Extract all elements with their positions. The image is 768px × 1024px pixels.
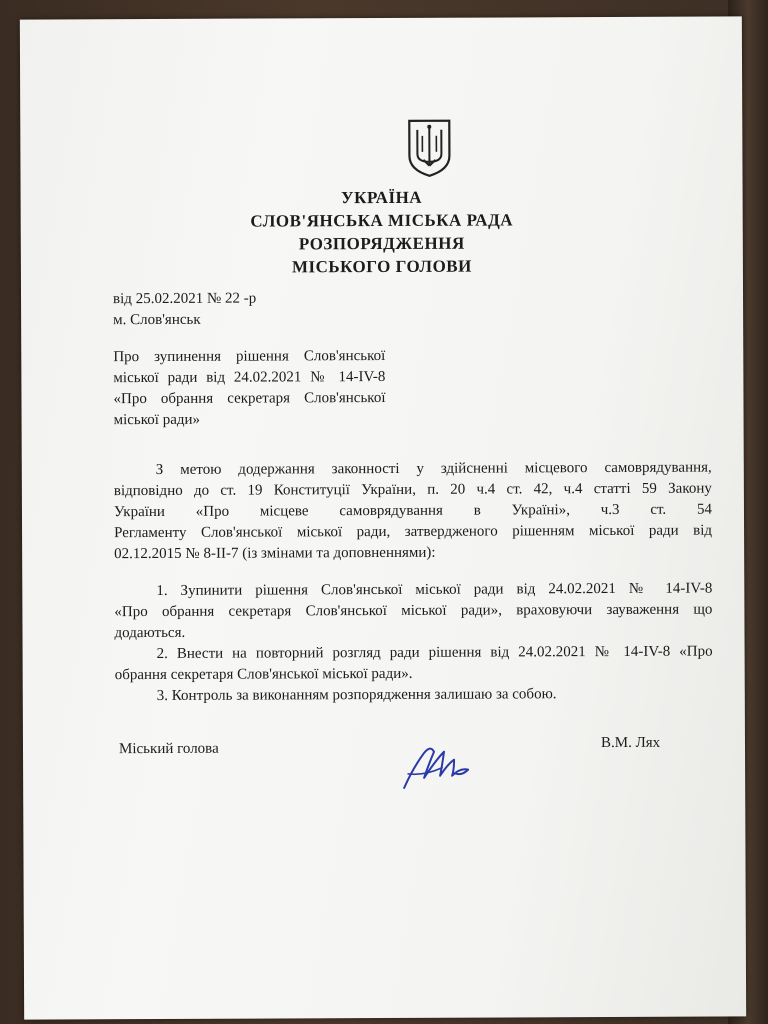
- subject-line: міської ради»: [113, 411, 201, 429]
- preamble-line: З метою додержання законності у здійсненні місцевого самоврядування,: [155, 459, 712, 478]
- item-line: 3. Контроль за виконанням розпорядження залишаю за собою.: [156, 686, 557, 704]
- item-line: «Про обрання секретаря Слов'янської міської ради», враховуючи зауваження що: [114, 601, 713, 621]
- item-line: 2. Внести на повторний розгляд ради рішення від 24.02.2021 № 14-ІV-8 «Про: [156, 643, 713, 662]
- preamble-line: Регламенту Слов'янської міської ради, затвердженого рішенням міської ради від: [114, 522, 713, 542]
- item-line: обрання секретаря Слов'янської міської ради».: [114, 665, 413, 684]
- subject-line: «Про обрання секретаря Слов'янської: [113, 389, 386, 408]
- signature: [398, 730, 478, 798]
- document-page: [20, 16, 746, 1019]
- subject-line: міської ради від 24.02.2021 № 14-ІV-8: [113, 368, 386, 387]
- item-line: 1. Зупинити рішення Слов'янської міської ради від 24.02.2021 № 14-ІV-8: [156, 580, 713, 599]
- header-country: УКРАЇНА: [341, 187, 423, 208]
- header-doc-type: РОЗПОРЯДЖЕННЯ: [298, 233, 465, 254]
- header-issuer: МІСЬКОГО ГОЛОВИ: [291, 256, 472, 277]
- subject-line: Про зупинення рішення Слов'янської: [113, 347, 386, 366]
- preamble-line: відповідно до ст. 19 Конституції України, п. 20 ч.4 ст. 42, ч.4 статті 59 Закону: [113, 480, 712, 500]
- preamble-line: України «Про місцеве самоврядування в Україні», ч.3 ст. 54: [113, 501, 713, 521]
- city: м. Слов'янськ: [113, 311, 201, 329]
- preamble-line: 02.12.2015 № 8-ІІ-7 (із змінами та доповненнями):: [114, 544, 436, 563]
- date-number: від 25.02.2021 № 22 -р: [113, 290, 257, 308]
- coat-of-arms-icon: [406, 118, 452, 178]
- item-line: додаються.: [114, 624, 186, 642]
- signatory-name: В.М. Лях: [600, 734, 661, 752]
- header-council: СЛОВ'ЯНСЬКА МІСЬКА РАДА: [250, 210, 514, 231]
- signatory-position: Міський голова: [118, 740, 219, 758]
